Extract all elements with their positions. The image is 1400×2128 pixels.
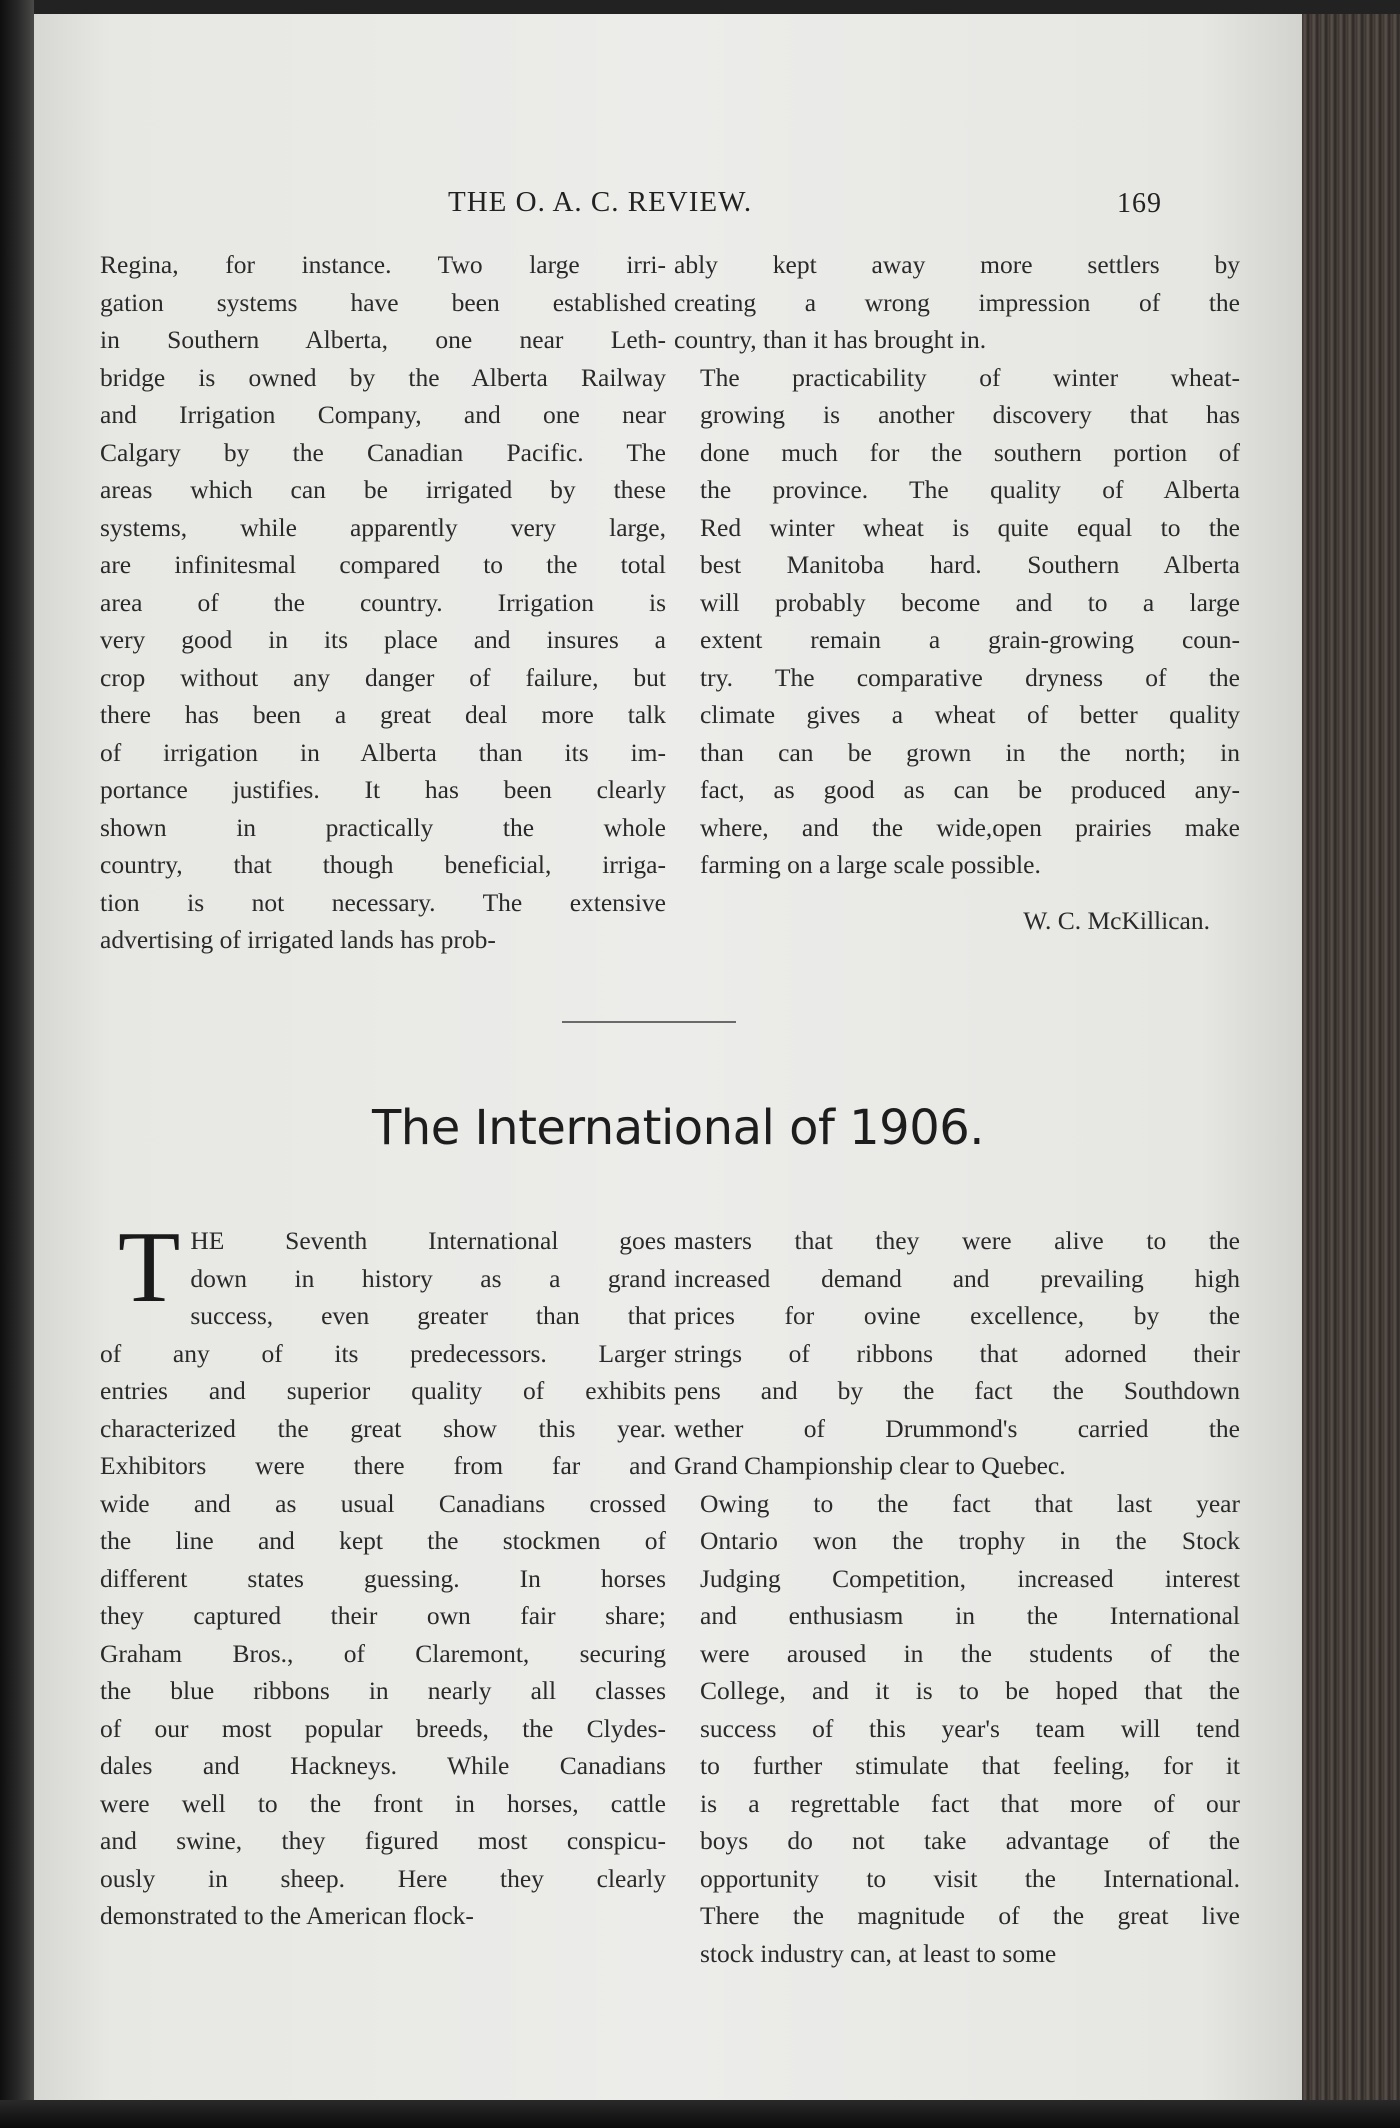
text-line: characterized the great show this year.: [100, 1413, 666, 1443]
article2-right-paragraph-1: [674, 1222, 1240, 1485]
article1-left-paragraph: [100, 246, 666, 959]
text-line: the province. The quality of Alberta: [700, 475, 1240, 504]
book-binding-edge: [0, 0, 34, 2128]
text-line: gation systems have been established: [100, 287, 666, 317]
journal-title: THE O. A. C. REVIEW.: [448, 186, 753, 218]
text-line: is a regrettable fact that more of our: [700, 1788, 1240, 1818]
text-line: ably kept away more settlers by: [674, 250, 1240, 279]
text-line: systems, while apparently very large,: [100, 512, 666, 542]
text-line: they captured their own fair share;: [100, 1601, 666, 1630]
text-line: areas which can be irrigated by these: [100, 475, 666, 504]
text-line: best Manitoba hard. Southern Alberta: [700, 550, 1240, 579]
article2-right-paragraph-2: [674, 1485, 1240, 1973]
text-line: wide and as usual Canadians crossed: [100, 1488, 666, 1518]
text-line: HE Seventh International goes: [190, 1226, 666, 1255]
text-line: were aroused in the students of the: [700, 1638, 1240, 1668]
text-line: success, even greater than that: [190, 1301, 666, 1330]
author-signature: W. C. McKillican.: [1023, 905, 1210, 935]
text-line: opportunity to visit the International.: [700, 1863, 1240, 1893]
text-line: There the magnitude of the great live: [700, 1901, 1240, 1930]
text-line: the blue ribbons in nearly all classes: [100, 1676, 666, 1705]
article1-right-paragraph-1: [674, 246, 1240, 359]
text-line: down in history as a grand: [190, 1263, 666, 1293]
text-line: fact, as good as can be produced any-: [700, 775, 1240, 804]
text-line: wether of Drummond's carried the: [674, 1413, 1240, 1443]
running-header: [34, 186, 1302, 226]
text-line: ously in sheep. Here they clearly: [100, 1863, 666, 1893]
text-line: pens and by the fact the Southdown: [674, 1376, 1240, 1405]
text-line: to further stimulate that feeling, for it: [700, 1751, 1240, 1780]
text-line: increased demand and prevailing high: [674, 1263, 1240, 1293]
article1-column-left: [100, 246, 666, 959]
text-line: creating a wrong impression of the: [674, 287, 1240, 317]
text-line: Red winter wheat is quite equal to the: [700, 512, 1240, 542]
text-line: masters that they were alive to the: [674, 1226, 1240, 1255]
text-line: demonstrated to the American flock-: [100, 1901, 474, 1930]
page-stack-edges: [1302, 14, 1400, 2114]
text-line: Judging Competition, increased interest: [700, 1563, 1240, 1593]
article1-right-paragraph-2: [674, 359, 1240, 884]
text-line: boys do not take advantage of the: [700, 1826, 1240, 1855]
text-line: different states guessing. In horses: [100, 1563, 666, 1593]
text-line: there has been a great deal more talk: [100, 700, 666, 729]
text-line: very good in its place and insures a: [100, 625, 666, 654]
article-title: The International of 1906.: [371, 1100, 985, 1156]
text-line: Regina, for instance. Two large irri-: [100, 250, 666, 279]
text-line: Owing to the fact that last year: [700, 1488, 1240, 1518]
text-line: Grand Championship clear to Quebec.: [674, 1451, 1066, 1480]
text-line: and enthusiasm in the International: [700, 1601, 1240, 1630]
section-divider: [562, 1021, 736, 1023]
article1-column-right: [674, 246, 1240, 939]
text-line: country, that though beneficial, irriga-: [100, 850, 666, 879]
text-line: and swine, they figured most conspicu-: [100, 1826, 666, 1855]
bottom-shadow: [0, 2100, 1400, 2128]
text-line: the line and kept the stockmen of: [100, 1526, 666, 1555]
text-line: are infinitesmal compared to the total: [100, 550, 666, 579]
text-line: bridge is owned by the Alberta Railway: [100, 362, 666, 392]
text-line: prices for ovine excellence, by the: [674, 1301, 1240, 1330]
text-line: success of this year's team will tend: [700, 1713, 1240, 1743]
text-line: growing is another discovery that has: [700, 400, 1240, 429]
article2-column-right: [674, 1222, 1240, 1972]
text-line: of our most popular breeds, the Clydes-: [100, 1713, 666, 1743]
text-line: country, than it has brought in.: [674, 325, 987, 354]
text-line: advertising of irrigated lands has prob-: [100, 925, 496, 954]
text-line: Exhibitors were there from far and: [100, 1451, 666, 1480]
text-line: in Southern Alberta, one near Leth-: [100, 325, 666, 354]
text-line: portance justifies. It has been clearly: [100, 775, 666, 804]
text-line: farming on a large scale possible.: [700, 850, 1041, 879]
text-line: Calgary by the Canadian Pacific. The: [100, 437, 666, 467]
text-line: stock industry can, at least to some: [700, 1938, 1057, 1968]
text-line: strings of ribbons that adorned their: [674, 1338, 1240, 1368]
drop-cap-letter: T: [118, 1211, 181, 1324]
article2-left-paragraph: [100, 1211, 666, 1935]
text-line: dales and Hackneys. While Canadians: [100, 1751, 666, 1780]
page-number: 169: [1117, 188, 1162, 219]
text-line: crop without any danger of failure, but: [100, 662, 666, 692]
text-line: Graham Bros., of Claremont, securing: [100, 1638, 666, 1668]
text-line: shown in practically the whole: [100, 812, 666, 842]
text-line: will probably become and to a large: [700, 587, 1240, 617]
text-line: tion is not necessary. The extensive: [100, 887, 666, 917]
text-line: Ontario won the trophy in the Stock: [700, 1526, 1240, 1555]
text-line: were well to the front in horses, cattle: [100, 1788, 666, 1818]
text-line: of any of its predecessors. Larger: [100, 1338, 666, 1368]
text-line: area of the country. Irrigation is: [100, 587, 666, 617]
page-sheet: [34, 14, 1302, 2114]
text-line: where, and the wide,open prairies make: [700, 812, 1240, 842]
text-line: and Irrigation Company, and one near: [100, 400, 666, 429]
text-line: of irrigation in Alberta than its im-: [100, 737, 666, 767]
text-line: try. The comparative dryness of the: [700, 662, 1240, 692]
text-line: The practicability of winter wheat-: [700, 362, 1240, 392]
article2-column-left: [100, 1211, 666, 1935]
text-line: extent remain a grain-growing coun-: [700, 625, 1240, 654]
text-line: than can be grown in the north; in: [700, 737, 1240, 767]
text-line: entries and superior quality of exhibits: [100, 1376, 666, 1405]
text-line: done much for the southern portion of: [700, 437, 1240, 467]
text-line: College, and it is to be hoped that the: [700, 1676, 1240, 1705]
text-line: climate gives a wheat of better quality: [700, 700, 1240, 729]
